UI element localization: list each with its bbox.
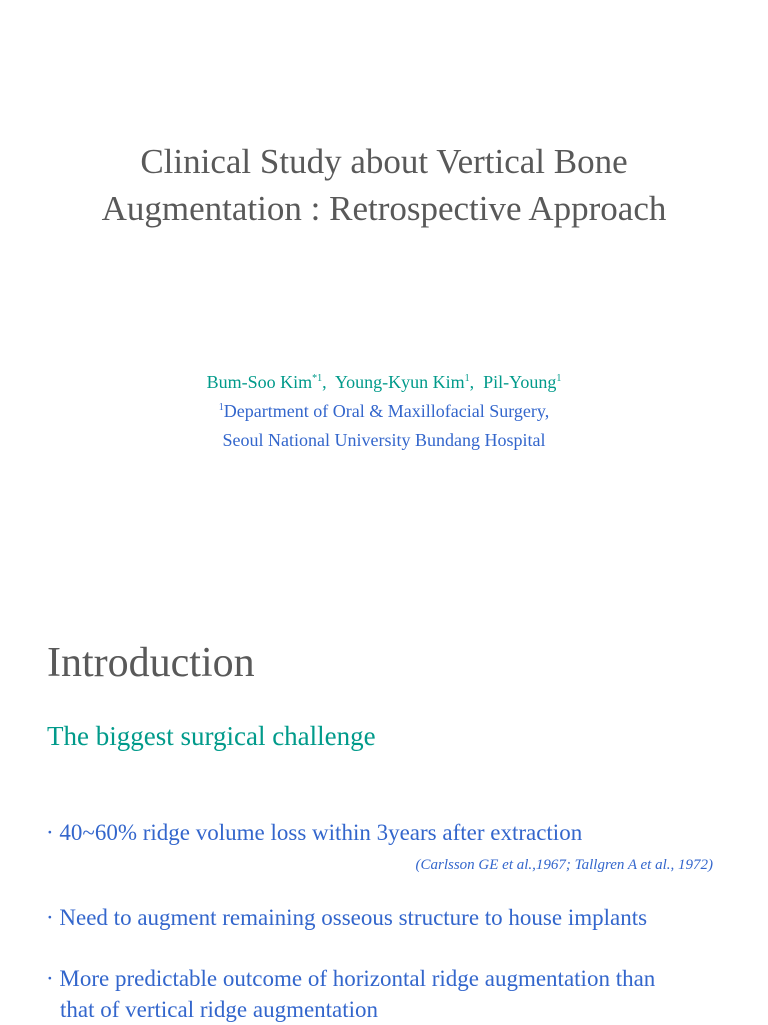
affiliation-line-2 xyxy=(0,426,768,454)
author-2-mark: 1 xyxy=(464,373,470,384)
bullet-item-continuation: that of vertical ridge augmentation xyxy=(60,997,379,1022)
affiliation-line-1 xyxy=(0,397,768,425)
bullet-item: · 40~60% ridge volume loss within 3years after extraction xyxy=(46,820,583,845)
author-1-name: Bum-Soo Kim xyxy=(206,372,313,392)
author-3-name: Pil-Young xyxy=(483,372,557,392)
bullet-citation: (Carlsson GE et al.,1967; Tallgren A et al., 1972) xyxy=(415,857,713,873)
section-heading: Introduction xyxy=(47,640,255,686)
slide-title-line-2: Augmentation : Retrospective Approach xyxy=(101,189,667,228)
affiliation-department: Department of Oral & Maxillofacial Surgery, xyxy=(223,401,550,421)
author-list: Bum-Soo Kim$^{*1}$, Young-Kyun Kim$^1$, Pil-Young$^1$ xyxy=(206,372,562,392)
affiliation-hospital: Seoul National University Bundang Hospital xyxy=(222,430,546,450)
author-2-name: Young-Kyun Kim xyxy=(334,372,465,392)
author-3-mark: 1 xyxy=(556,373,562,384)
affiliation-mark: 1 xyxy=(218,402,224,413)
bullet-item: · More predictable outcome of horizontal ridge augmentation than xyxy=(46,966,656,991)
slide-title-line-1: Clinical Study about Vertical Bone xyxy=(140,142,628,181)
author-1-mark: *1 xyxy=(312,373,323,384)
bullet-item: · Need to augment remaining osseous structure to house implants xyxy=(46,905,648,930)
section-subheading: The biggest surgical challenge xyxy=(47,721,376,751)
slide-title xyxy=(0,138,768,232)
